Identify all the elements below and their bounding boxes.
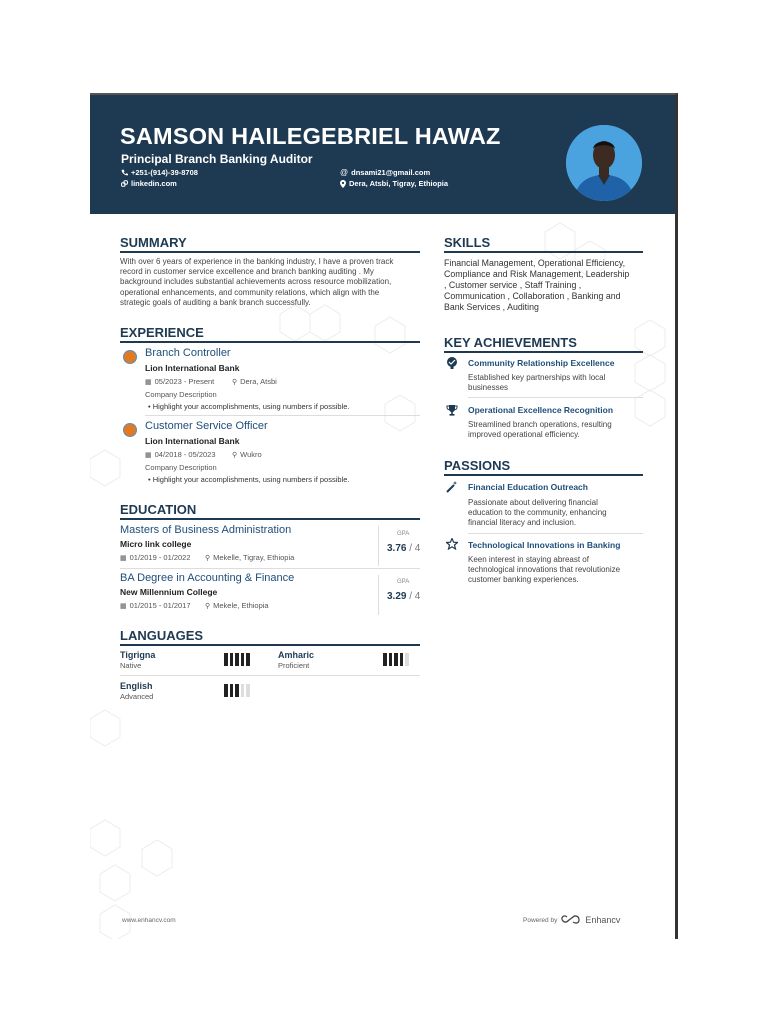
- calendar-icon: ▦: [145, 451, 152, 459]
- rating-bar: [224, 653, 228, 666]
- accomplishment-bullet: • Highlight your accomplishments, using numbers if possible.: [148, 402, 350, 411]
- experience-title: EXPERIENCE: [120, 325, 204, 340]
- gpa-divider: [378, 526, 379, 566]
- language-level: Advanced: [120, 692, 154, 701]
- passion-description: Keen interest in staying abreast of technological innovations that revolutionize customer banking experiences.: [468, 555, 621, 585]
- languages-title: LANGUAGES: [120, 628, 204, 643]
- language-rating: [224, 684, 250, 697]
- rating-bar: [389, 653, 393, 666]
- passions-rule: [444, 474, 643, 476]
- skills-title: SKILLS: [444, 235, 491, 250]
- email[interactable]: [340, 168, 430, 177]
- location-pin-icon: ⚲: [232, 451, 238, 459]
- footer-website[interactable]: www.enhancv.com: [122, 917, 176, 924]
- summary-text: With over 6 years of experience in the banking industry, I have a proven track record in customer service excellence and branch banking auditing . My background includes substantial achievements across resource mobilization, operational enhancements, and community relations, which align with the strategic goals of auditing a bank branch successfully.: [120, 257, 394, 307]
- company-logo-icon: [123, 350, 137, 364]
- job-dates: ▦ 05/2023 - Present: [145, 377, 215, 386]
- trophy-icon: [446, 404, 458, 416]
- degree-title: Masters of Business Administration: [120, 524, 292, 536]
- degree-title: BA Degree in Accounting & Finance: [120, 572, 295, 584]
- enhancv-logo-icon: [561, 915, 581, 925]
- position-title: Customer Service Officer: [145, 420, 268, 432]
- education-rule: [120, 518, 420, 520]
- rating-bar: [241, 684, 245, 697]
- job-dates: ▦ 04/2018 - 05/2023: [145, 450, 216, 459]
- rating-bar: [230, 653, 234, 666]
- email-text: dnsami21@gmail.com: [351, 168, 431, 177]
- company-name: Lion International Bank: [145, 436, 240, 446]
- location-pin-icon: [340, 180, 346, 188]
- achievements-rule: [444, 351, 643, 353]
- language-name: Amharic: [278, 650, 315, 660]
- achievement-description: Established key partnerships with local businesses: [468, 373, 606, 393]
- rating-bar: [405, 653, 409, 666]
- at-icon: @: [340, 168, 349, 177]
- achievement-title: Operational Excellence Recognition: [468, 405, 614, 415]
- linkedin-text: linkedin.com: [131, 179, 177, 188]
- passion-description: Passionate about delivering financial education to the community, enhancing financial literacy and inclusion.: [468, 498, 607, 528]
- language-name: English: [120, 681, 153, 691]
- linkedin[interactable]: [121, 179, 177, 188]
- language-rating: [224, 653, 250, 666]
- position-title: Branch Controller: [145, 347, 231, 359]
- link-icon: [121, 180, 128, 187]
- language-name: Tigrigna: [120, 650, 156, 660]
- location-pin-icon: ⚲: [205, 602, 211, 610]
- achievement-description: Streamlined branch operations, resulting improved operational efficiency.: [468, 420, 612, 440]
- phone-icon: [121, 169, 128, 176]
- resume-page: [90, 93, 678, 939]
- experience-rule: [120, 341, 420, 343]
- divider: [120, 568, 420, 569]
- skills-rule: [444, 251, 643, 253]
- company-description: Company Description: [145, 463, 217, 472]
- rating-bar: [383, 653, 387, 666]
- calendar-icon: ▦: [120, 554, 127, 562]
- calendar-icon: ▦: [145, 378, 152, 386]
- education-title: EDUCATION: [120, 502, 197, 517]
- location-text: Dera, Atsbi, Tigray, Ethiopia: [349, 179, 449, 188]
- divider: [120, 675, 420, 676]
- footer-powered-by: Powered by Enhancv: [523, 915, 621, 925]
- candidate-name: SAMSON HAILEGEBRIEL HAWAZ: [120, 123, 501, 149]
- job-location: ⚲ Dera, Atsbi: [232, 377, 277, 386]
- school-name: Micro link college: [120, 539, 192, 549]
- passion-title: Technological Innovations in Banking: [468, 540, 621, 550]
- rating-bar: [246, 653, 250, 666]
- passions-title: PASSIONS: [444, 458, 511, 473]
- school-name: New Millennium College: [120, 587, 218, 597]
- location-pin-icon: ⚲: [205, 554, 211, 562]
- language-level: Proficient: [278, 661, 310, 670]
- education-location: ⚲ Mekelle, Tigray, Ethiopia: [205, 553, 295, 562]
- job-location: ⚲ Wukro: [232, 450, 262, 459]
- company-logo-icon: [123, 423, 137, 437]
- magic-wand-icon: [446, 481, 458, 493]
- profile-photo: [566, 125, 642, 201]
- gpa-value: 3.29 / 4: [387, 591, 421, 602]
- rating-bar: [235, 684, 239, 697]
- rating-bar: [400, 653, 404, 666]
- gpa-label: GPA: [397, 531, 410, 537]
- rating-bar: [230, 684, 234, 697]
- rating-bar: [224, 684, 228, 697]
- passion-title: Financial Education Outreach: [468, 482, 588, 492]
- summary-title: SUMMARY: [120, 235, 187, 250]
- divider: [145, 415, 420, 416]
- accomplishment-bullet: • Highlight your accomplishments, using numbers if possible.: [148, 475, 350, 484]
- languages-rule: [120, 644, 420, 646]
- gpa-label: GPA: [397, 579, 410, 585]
- header: [90, 95, 678, 214]
- education-dates: ▦ 01/2019 - 01/2022: [120, 553, 191, 562]
- language-level: Native: [120, 661, 142, 670]
- summary-rule: [120, 251, 420, 253]
- skills-text: Financial Management, Operational Efficiency, Compliance and Risk Management, Leadership , Customer service , Staff Training , Communication , Collaboration , Banking and Bank Services , Auditing: [444, 258, 630, 312]
- achievement-title: Community Relationship Excellence: [468, 358, 615, 368]
- divider: [468, 533, 643, 534]
- company-description: Company Description: [145, 390, 217, 399]
- gpa-divider: [378, 575, 379, 615]
- location: [340, 179, 448, 188]
- star-icon: [446, 538, 458, 550]
- location-pin-icon: ⚲: [232, 378, 238, 386]
- rating-bar: [394, 653, 398, 666]
- rating-bar: [246, 684, 250, 697]
- company-name: Lion International Bank: [145, 363, 240, 373]
- phone-text: +251-(914)-39-8708: [131, 168, 198, 177]
- achievements-title: KEY ACHIEVEMENTS: [444, 335, 577, 350]
- candidate-role: Principal Branch Banking Auditor: [121, 152, 313, 166]
- education-dates: ▦ 01/2015 - 01/2017: [120, 601, 191, 610]
- divider: [468, 397, 643, 398]
- handshake-icon: [446, 357, 458, 369]
- phone[interactable]: [121, 168, 198, 177]
- education-location: ⚲ Mekele, Ethiopia: [205, 601, 269, 610]
- gpa-value: 3.76 / 4: [387, 543, 421, 554]
- language-rating: [383, 653, 409, 666]
- calendar-icon: ▦: [120, 602, 127, 610]
- rating-bar: [241, 653, 245, 666]
- rating-bar: [235, 653, 239, 666]
